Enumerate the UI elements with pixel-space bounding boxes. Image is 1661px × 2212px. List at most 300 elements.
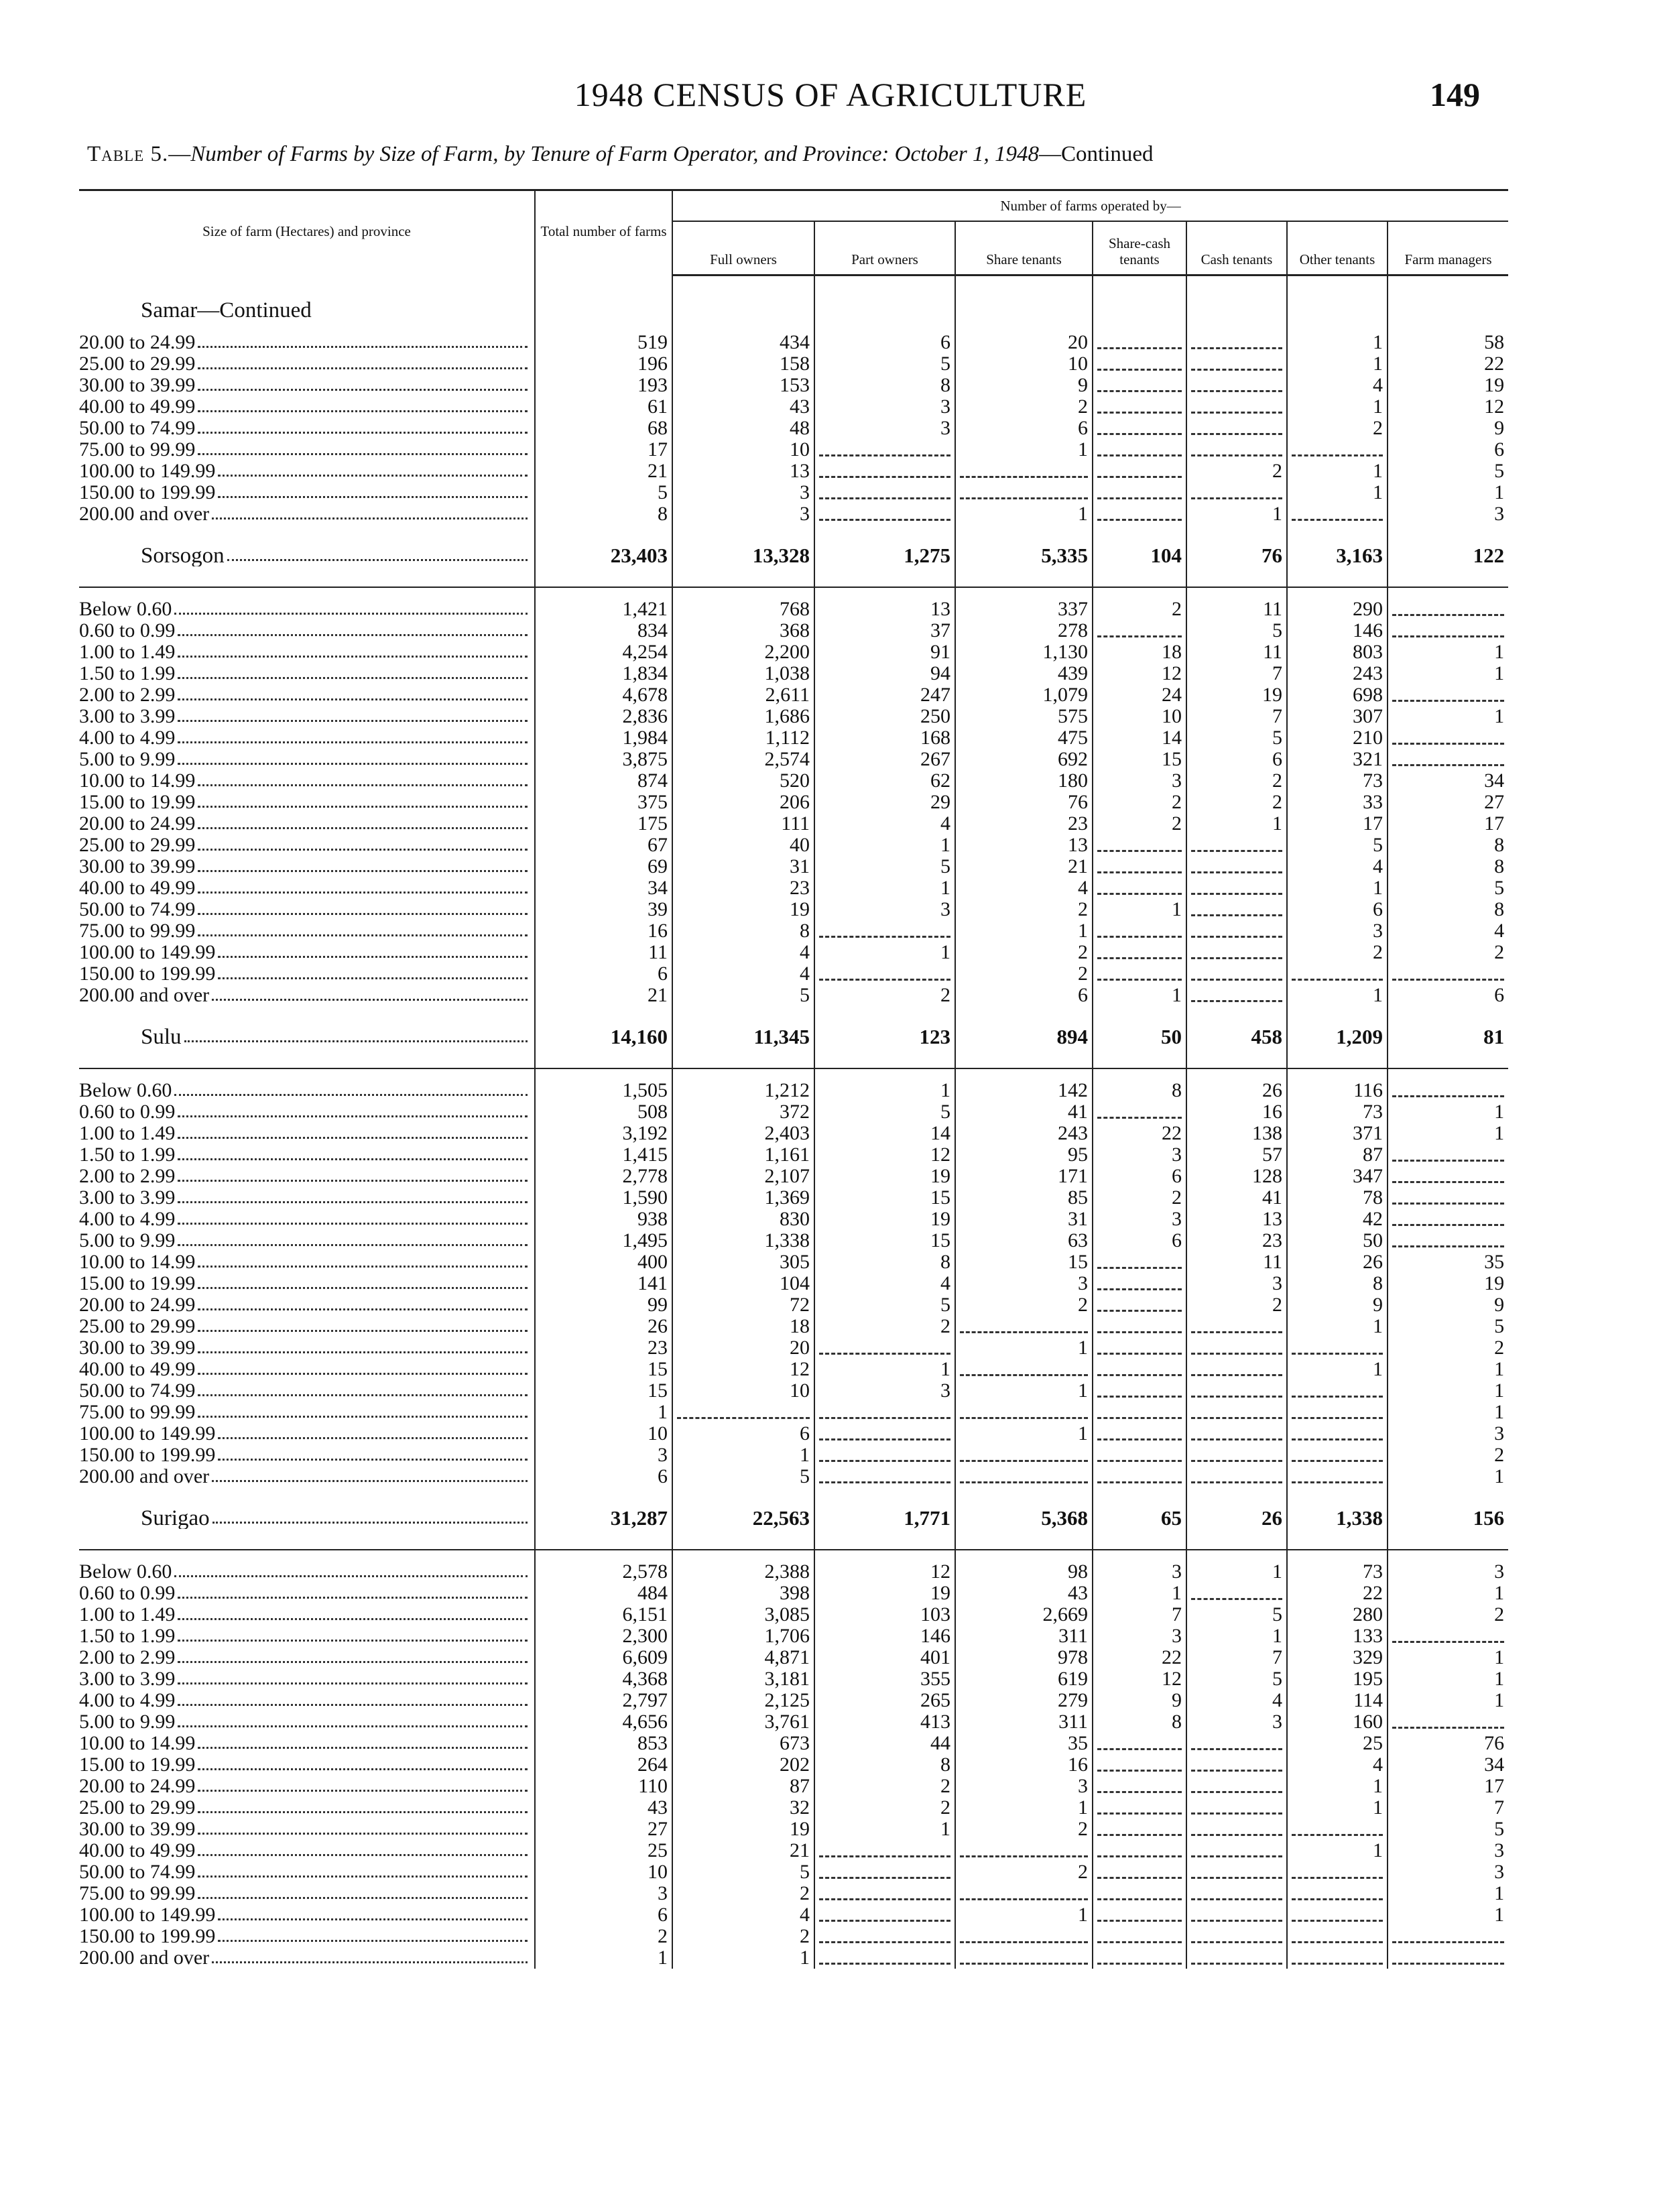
row-label [79, 1754, 535, 1776]
cell-total: 6 [535, 1466, 672, 1487]
cell-other-tenants: 1 [1287, 877, 1388, 899]
no-data-dash [1097, 1919, 1182, 1922]
cell-share-tenants: 10 [955, 353, 1093, 375]
row-label [79, 1294, 535, 1316]
cell-full-owners: 1,338 [672, 1230, 814, 1251]
cell-full-owners: 111 [672, 813, 814, 835]
no-data-dash [1097, 1116, 1182, 1119]
row-label [79, 460, 535, 482]
empty-cell [535, 275, 672, 321]
table-row [79, 1926, 1508, 1947]
row-label [79, 792, 535, 813]
no-data-dash [1191, 1898, 1282, 1900]
cell-farm-managers: 35 [1388, 1251, 1508, 1273]
leader-dots [198, 1294, 528, 1310]
no-data-dash [1191, 978, 1282, 981]
total-share-tenants: 894 [955, 1006, 1093, 1068]
cell-part-owners: 5 [814, 856, 955, 877]
cell-total: 68 [535, 418, 672, 439]
row-label [79, 1904, 535, 1926]
cell-share-cash-tenants: 12 [1093, 663, 1186, 684]
province-name: Sorsogon [141, 544, 225, 566]
cell-cash-tenants [1186, 877, 1287, 899]
cell-total: 1,415 [535, 1144, 672, 1166]
cell-share-cash-tenants: 3 [1093, 1209, 1186, 1230]
cell-farm-managers: 2 [1388, 1445, 1508, 1466]
cell-cash-tenants: 1 [1186, 1625, 1287, 1647]
no-data-dash [1292, 1459, 1383, 1462]
no-data-dash [960, 1481, 1088, 1483]
cell-cash-tenants [1186, 439, 1287, 460]
table-row [79, 503, 1508, 525]
leader-dots [178, 1647, 528, 1663]
size-class-label: 10.00 to 14.99 [79, 1251, 196, 1273]
cell-cash-tenants [1186, 1776, 1287, 1797]
cell-cash-tenants [1186, 1583, 1287, 1604]
cell-share-cash-tenants: 1 [1093, 1583, 1186, 1604]
cell-other-tenants [1287, 1904, 1388, 1926]
table-row [79, 770, 1508, 792]
row-label [79, 1883, 535, 1904]
size-class-label: 4.00 to 4.99 [79, 1208, 176, 1230]
cell-share-tenants: 4 [955, 877, 1093, 899]
cell-farm-managers [1388, 1625, 1508, 1647]
cell-share-cash-tenants: 2 [1093, 813, 1186, 835]
no-data-dash [819, 1416, 950, 1419]
leader-dots [198, 1402, 528, 1418]
cell-part-owners: 2 [814, 1316, 955, 1337]
cell-total: 3,875 [535, 749, 672, 770]
empty-cell [1093, 275, 1186, 321]
no-data-dash [677, 1416, 810, 1419]
cell-share-tenants: 2 [955, 899, 1093, 920]
cell-farm-managers: 1 [1388, 1583, 1508, 1604]
cell-total: 2,836 [535, 706, 672, 727]
table-row [79, 439, 1508, 460]
leader-dots [178, 620, 528, 636]
cell-full-owners: 1,161 [672, 1144, 814, 1166]
cell-other-tenants: 26 [1287, 1251, 1388, 1273]
cell-cash-tenants: 7 [1186, 1647, 1287, 1668]
cell-share-cash-tenants: 2 [1093, 792, 1186, 813]
cell-share-cash-tenants [1093, 1904, 1186, 1926]
leader-dots [198, 353, 528, 369]
no-data-dash [1292, 1919, 1383, 1922]
cell-full-owners: 5 [672, 1861, 814, 1883]
cell-full-owners: 2,107 [672, 1166, 814, 1187]
cell-total: 23 [535, 1337, 672, 1359]
cell-cash-tenants: 3 [1186, 1273, 1287, 1294]
cell-share-cash-tenants [1093, 963, 1186, 985]
empty-cell [672, 275, 814, 321]
cell-cash-tenants [1186, 1840, 1287, 1861]
no-data-dash [1191, 1833, 1282, 1836]
leader-dots [178, 1711, 528, 1727]
cell-share-tenants: 9 [955, 375, 1093, 396]
total-cash-tenants: 76 [1186, 525, 1287, 587]
header-farm-managers: Farm managers [1388, 221, 1508, 275]
cell-farm-managers: 3 [1388, 1861, 1508, 1883]
row-label [79, 1068, 535, 1101]
cell-share-cash-tenants [1093, 1359, 1186, 1380]
cell-share-cash-tenants [1093, 1947, 1186, 1969]
no-data-dash [1392, 1202, 1504, 1205]
total-part-owners: 1,275 [814, 525, 955, 587]
table-row [79, 587, 1508, 620]
cell-cash-tenants [1186, 1466, 1287, 1487]
leader-dots [178, 641, 528, 658]
cell-share-cash-tenants [1093, 1101, 1186, 1123]
row-label [79, 1947, 535, 1969]
no-data-dash [1097, 1941, 1182, 1943]
no-data-dash [1097, 1438, 1182, 1440]
cell-total: 39 [535, 899, 672, 920]
cell-part-owners: 5 [814, 1294, 955, 1316]
size-class-label: 25.00 to 29.99 [79, 1796, 196, 1819]
cell-cash-tenants: 5 [1186, 1604, 1287, 1625]
cell-part-owners: 247 [814, 684, 955, 706]
no-data-dash [1097, 1876, 1182, 1879]
header-total: Total number of farms [535, 190, 672, 275]
cell-share-cash-tenants [1093, 353, 1186, 375]
table-row [79, 1068, 1508, 1101]
size-class-label: 150.00 to 199.99 [79, 1925, 216, 1947]
cell-farm-managers: 1 [1388, 1402, 1508, 1423]
cell-share-tenants: 43 [955, 1583, 1093, 1604]
total-farm-managers: 156 [1388, 1487, 1508, 1550]
row-label [79, 1445, 535, 1466]
leader-dots [198, 899, 528, 915]
cell-cash-tenants [1186, 835, 1287, 856]
cell-share-cash-tenants: 22 [1093, 1123, 1186, 1144]
leader-dots [212, 985, 528, 1001]
size-class-label: 20.00 to 24.99 [79, 1294, 196, 1316]
cell-share-tenants: 2 [955, 942, 1093, 963]
no-data-dash [1097, 411, 1182, 414]
total-full-owners: 22,563 [672, 1487, 814, 1550]
cell-part-owners [814, 1337, 955, 1359]
caption-dash: — [168, 142, 191, 166]
no-data-dash [960, 1331, 1088, 1333]
table-row [79, 813, 1508, 835]
size-class-label: 100.00 to 149.99 [79, 941, 216, 963]
leader-dots [212, 1947, 528, 1963]
cell-total: 193 [535, 375, 672, 396]
row-label [79, 1625, 535, 1647]
cell-share-cash-tenants: 14 [1093, 727, 1186, 749]
cell-farm-managers: 6 [1388, 439, 1508, 460]
cell-share-cash-tenants [1093, 920, 1186, 942]
no-data-dash [1392, 1640, 1504, 1643]
cell-part-owners: 168 [814, 727, 955, 749]
cell-full-owners: 1,706 [672, 1625, 814, 1647]
no-data-dash [1392, 1962, 1504, 1965]
cell-other-tenants [1287, 1926, 1388, 1947]
cell-cash-tenants [1186, 1819, 1287, 1840]
no-data-dash [1097, 849, 1182, 852]
no-data-dash [819, 1459, 950, 1462]
cell-full-owners: 1,686 [672, 706, 814, 727]
province-total-row [79, 525, 1508, 587]
no-data-dash [1292, 1438, 1383, 1440]
leader-dots [178, 1583, 528, 1599]
province-name: Samar—Continued [141, 299, 312, 321]
size-class-label: 15.00 to 19.99 [79, 791, 196, 813]
no-data-dash [819, 1855, 950, 1857]
cell-cash-tenants: 3 [1186, 1711, 1287, 1733]
no-data-dash [819, 1898, 950, 1900]
row-label [79, 1733, 535, 1754]
no-data-dash [1097, 368, 1182, 371]
cell-part-owners: 413 [814, 1711, 955, 1733]
cell-full-owners: 2,403 [672, 1123, 814, 1144]
leader-dots [198, 439, 528, 455]
cell-part-owners: 2 [814, 985, 955, 1006]
size-class-label: 3.00 to 3.99 [79, 1186, 176, 1209]
cell-full-owners: 153 [672, 375, 814, 396]
no-data-dash [1097, 1833, 1182, 1836]
cell-other-tenants: 50 [1287, 1230, 1388, 1251]
no-data-dash [1191, 1395, 1282, 1398]
cell-other-tenants: 307 [1287, 706, 1388, 727]
leader-dots [184, 1026, 528, 1042]
leader-dots [178, 1123, 528, 1139]
no-data-dash [960, 1855, 1088, 1857]
table-row [79, 749, 1508, 770]
cell-share-tenants: 21 [955, 856, 1093, 877]
table-row [79, 1883, 1508, 1904]
empty-cell [1388, 275, 1508, 321]
cell-cash-tenants: 19 [1186, 684, 1287, 706]
table-row [79, 835, 1508, 856]
size-class-label: 10.00 to 14.99 [79, 770, 196, 792]
cell-cash-tenants: 138 [1186, 1123, 1287, 1144]
cell-cash-tenants [1186, 1733, 1287, 1754]
cell-cash-tenants: 1 [1186, 1550, 1287, 1583]
table-row [79, 1101, 1508, 1123]
cell-farm-managers: 1 [1388, 1904, 1508, 1926]
cell-share-tenants: 2 [955, 1294, 1093, 1316]
cell-part-owners [814, 1423, 955, 1445]
size-class-label: 75.00 to 99.99 [79, 920, 196, 942]
no-data-dash [819, 1352, 950, 1355]
no-data-dash [1097, 1481, 1182, 1483]
cell-other-tenants: 329 [1287, 1647, 1388, 1668]
header-full-owners: Full owners [672, 221, 814, 275]
cell-total: 34 [535, 877, 672, 899]
no-data-dash [1191, 347, 1282, 349]
table-row [79, 1776, 1508, 1797]
table-row [79, 396, 1508, 418]
cell-full-owners: 434 [672, 321, 814, 353]
no-data-dash [1097, 1855, 1182, 1857]
cell-total: 26 [535, 1316, 672, 1337]
cell-cash-tenants: 41 [1186, 1187, 1287, 1209]
cell-other-tenants: 1 [1287, 1840, 1388, 1861]
row-label [79, 749, 535, 770]
cell-cash-tenants: 5 [1186, 1668, 1287, 1690]
cell-cash-tenants: 5 [1186, 727, 1287, 749]
size-class-label: 75.00 to 99.99 [79, 1882, 196, 1904]
cell-total: 484 [535, 1583, 672, 1604]
cell-share-tenants: 180 [955, 770, 1093, 792]
no-data-dash [1191, 389, 1282, 392]
row-label [79, 663, 535, 684]
row-label [79, 1230, 535, 1251]
cell-share-cash-tenants [1093, 1294, 1186, 1316]
cell-full-owners: 5 [672, 1466, 814, 1487]
table-row [79, 482, 1508, 503]
cell-share-tenants: 1 [955, 1904, 1093, 1926]
row-label [79, 985, 535, 1006]
cell-share-cash-tenants [1093, 1797, 1186, 1819]
size-class-label: 200.00 and over [79, 1947, 210, 1969]
leader-dots [218, 942, 528, 958]
no-data-dash [1292, 1833, 1383, 1836]
cell-other-tenants: 133 [1287, 1625, 1388, 1647]
no-data-dash [1191, 871, 1282, 873]
cell-cash-tenants [1186, 1359, 1287, 1380]
size-class-label: 25.00 to 29.99 [79, 834, 196, 856]
total-farm-managers: 122 [1388, 525, 1508, 587]
row-label [79, 1123, 535, 1144]
cell-cash-tenants [1186, 1402, 1287, 1423]
no-data-dash [1191, 1919, 1282, 1922]
cell-share-cash-tenants: 18 [1093, 641, 1186, 663]
cell-other-tenants: 116 [1287, 1068, 1388, 1101]
cell-part-owners: 19 [814, 1583, 955, 1604]
table-row [79, 727, 1508, 749]
cell-part-owners: 12 [814, 1550, 955, 1583]
cell-other-tenants: 1 [1287, 1797, 1388, 1819]
size-class-label: 50.00 to 74.99 [79, 417, 196, 439]
cell-farm-managers: 1 [1388, 663, 1508, 684]
no-data-dash [819, 1438, 950, 1440]
cell-part-owners: 37 [814, 620, 955, 641]
cell-share-tenants: 76 [955, 792, 1093, 813]
cell-full-owners: 368 [672, 620, 814, 641]
cell-farm-managers: 2 [1388, 1337, 1508, 1359]
header-part-owners: Part owners [814, 221, 955, 275]
cell-total: 3 [535, 1445, 672, 1466]
row-label [79, 439, 535, 460]
cell-cash-tenants [1186, 1380, 1287, 1402]
cell-share-tenants: 2 [955, 396, 1093, 418]
size-class-label: 200.00 and over [79, 503, 210, 525]
leader-dots [178, 1230, 528, 1246]
leader-dots [178, 749, 528, 765]
cell-farm-managers: 1 [1388, 706, 1508, 727]
cell-full-owners: 8 [672, 920, 814, 942]
table-row [79, 1144, 1508, 1166]
row-label [79, 641, 535, 663]
size-class-label: 40.00 to 49.99 [79, 395, 196, 418]
section-heading [79, 275, 535, 321]
cell-share-tenants: 98 [955, 1550, 1093, 1583]
no-data-dash [1191, 1747, 1282, 1750]
cell-farm-managers: 9 [1388, 418, 1508, 439]
cell-share-cash-tenants [1093, 1840, 1186, 1861]
cell-total: 10 [535, 1861, 672, 1883]
cell-share-tenants: 1 [955, 1337, 1093, 1359]
no-data-dash [819, 518, 950, 521]
cell-share-tenants: 20 [955, 321, 1093, 353]
cell-share-cash-tenants: 3 [1093, 1550, 1186, 1583]
cell-full-owners: 32 [672, 1797, 814, 1819]
cell-full-owners: 2 [672, 1926, 814, 1947]
row-label [79, 1006, 535, 1068]
cell-share-cash-tenants: 1 [1093, 985, 1186, 1006]
empty-cell [955, 275, 1093, 321]
leader-dots [198, 375, 528, 391]
leader-dots [198, 1273, 528, 1289]
total-part-owners: 1,771 [814, 1487, 955, 1550]
cell-part-owners [814, 1445, 955, 1466]
cell-share-tenants: 171 [955, 1166, 1093, 1187]
row-label [79, 684, 535, 706]
size-class-label: 25.00 to 29.99 [79, 353, 196, 375]
no-data-dash [1097, 957, 1182, 959]
cell-total: 8 [535, 503, 672, 525]
cell-farm-managers: 76 [1388, 1733, 1508, 1754]
total-full-owners: 13,328 [672, 525, 814, 587]
no-data-dash [960, 1459, 1088, 1462]
cell-share-tenants [955, 1445, 1093, 1466]
cell-farm-managers: 4 [1388, 920, 1508, 942]
cell-farm-managers: 5 [1388, 1316, 1508, 1337]
cell-cash-tenants: 1 [1186, 503, 1287, 525]
cell-part-owners: 15 [814, 1230, 955, 1251]
cell-share-tenants: 978 [955, 1647, 1093, 1668]
no-data-dash [1292, 1416, 1383, 1419]
cell-cash-tenants [1186, 985, 1287, 1006]
leader-dots [178, 1166, 528, 1182]
size-class-label: 30.00 to 39.99 [79, 374, 196, 396]
table-row [79, 706, 1508, 727]
cell-part-owners: 2 [814, 1797, 955, 1819]
no-data-dash [1097, 1459, 1182, 1462]
cell-share-cash-tenants [1093, 439, 1186, 460]
cell-total: 874 [535, 770, 672, 792]
no-data-dash [1191, 1416, 1282, 1419]
cell-share-tenants: 1 [955, 1797, 1093, 1819]
no-data-dash [1097, 389, 1182, 392]
leader-dots [178, 1604, 528, 1620]
leader-dots [212, 1466, 528, 1482]
no-data-dash [819, 475, 950, 478]
no-data-dash [1191, 957, 1282, 959]
size-class-label: 50.00 to 74.99 [79, 898, 196, 920]
empty-cell [1287, 275, 1388, 321]
no-data-dash [1191, 1459, 1282, 1462]
row-label [79, 1273, 535, 1294]
cell-share-tenants: 85 [955, 1187, 1093, 1209]
cell-cash-tenants: 7 [1186, 663, 1287, 684]
row-label [79, 1101, 535, 1123]
row-label [79, 1797, 535, 1819]
leader-dots [178, 684, 528, 700]
total-full-owners: 11,345 [672, 1006, 814, 1068]
cell-total: 508 [535, 1101, 672, 1123]
cell-farm-managers: 3 [1388, 503, 1508, 525]
table-row [79, 1904, 1508, 1926]
cell-total: 15 [535, 1359, 672, 1380]
no-data-dash [1392, 1159, 1504, 1162]
cell-share-cash-tenants [1093, 321, 1186, 353]
cell-part-owners: 8 [814, 1754, 955, 1776]
section-heading-row [79, 275, 1508, 321]
size-class-label: 100.00 to 149.99 [79, 1904, 216, 1926]
